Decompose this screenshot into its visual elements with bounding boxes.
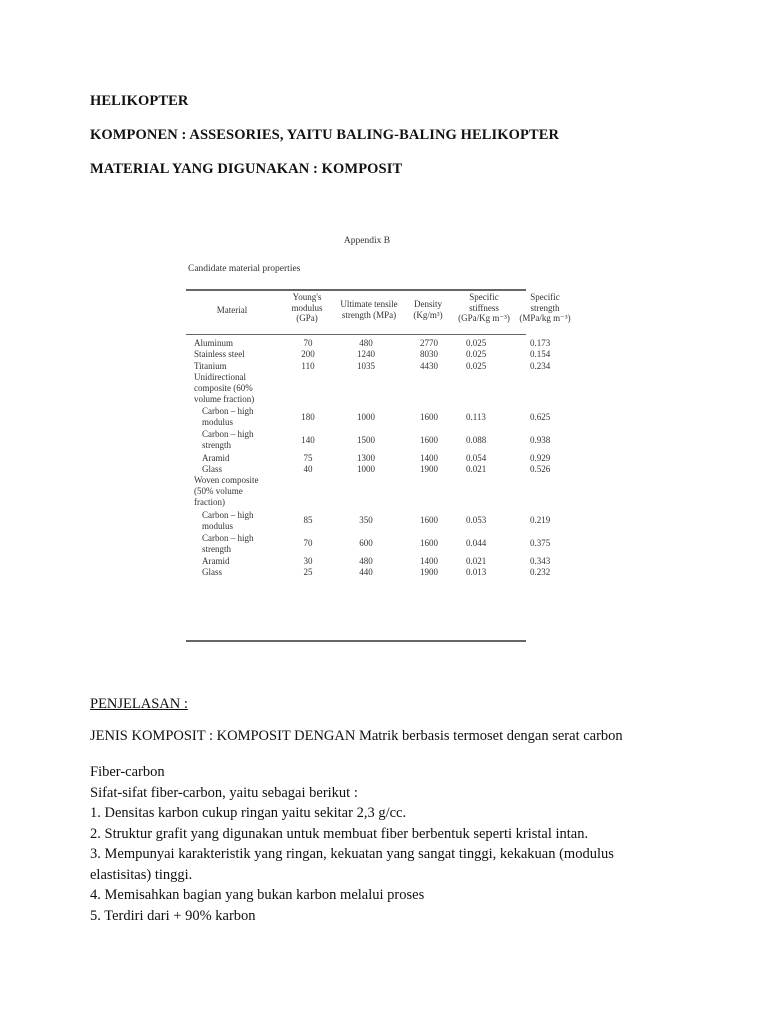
cell-density: 1600 xyxy=(420,538,438,549)
cell-tensile: 600 xyxy=(359,538,373,549)
col-header-density: Density (Kg/m³) xyxy=(413,299,443,320)
cell-stiffness: 0.054 xyxy=(466,452,487,463)
cell-youngs: 30 xyxy=(303,555,313,566)
explanation-heading: PENJELASAN : xyxy=(90,696,188,712)
cell-material: Glass xyxy=(202,567,222,577)
properties-intro: Sifat-sifat fiber-carbon, yaitu sebagai berikut : xyxy=(90,784,358,801)
cell-youngs: 110 xyxy=(301,360,315,371)
composite-type: JENIS KOMPOSIT : KOMPOSIT DENGAN Matrik berbasis termoset dengan serat carbon xyxy=(90,728,623,744)
cell-stiffness: 0.025 xyxy=(466,349,487,360)
cell-tensile: 1000 xyxy=(357,411,375,422)
cell-strength: 0.375 xyxy=(530,538,551,549)
cell-stiffness: 0.025 xyxy=(466,338,487,348)
cell-strength: 0.234 xyxy=(530,360,551,371)
cell-density: 4430 xyxy=(420,360,438,371)
cell-tensile: 440 xyxy=(359,567,373,577)
cell-stiffness: 0.013 xyxy=(466,567,487,577)
cell-youngs: 180 xyxy=(301,411,315,422)
fiber-carbon-heading: Fiber-carbon xyxy=(90,764,165,780)
property-line: elastisitas) tinggi. xyxy=(90,866,193,883)
col-header-youngs-modulus: Young's modulus (GPa) xyxy=(291,292,323,323)
component-heading: KOMPONEN : ASSESORIES, YAITU BALING-BALING HELIKOPTER xyxy=(90,127,560,143)
cell-stiffness: 0.025 xyxy=(466,360,487,371)
cell-density: 1400 xyxy=(420,555,438,566)
cell-density: 1600 xyxy=(420,411,438,422)
property-line: 1. Densitas karbon cukup ringan yaitu sekitar 2,3 g/cc. xyxy=(90,805,407,821)
table-header-rule xyxy=(186,334,526,335)
cell-stiffness: 0.021 xyxy=(466,463,487,474)
cell-youngs: 70 xyxy=(303,338,313,348)
cell-material: Aluminum xyxy=(194,338,234,348)
cell-tensile: 1000 xyxy=(357,463,375,474)
cell-density: 1400 xyxy=(420,452,438,463)
cell-material: Carbon – high strength xyxy=(202,532,254,554)
cell-stiffness: 0.088 xyxy=(466,435,487,446)
property-line: 2. Struktur grafit yang digunakan untuk membuat fiber berbentuk seperti kristal intan. xyxy=(90,825,589,842)
cell-density: 1900 xyxy=(420,463,438,474)
cell-youngs: 25 xyxy=(303,567,313,577)
cell-material: Carbon – high strength xyxy=(202,429,254,451)
cell-strength: 0.938 xyxy=(530,435,551,446)
cell-tensile: 1500 xyxy=(357,435,375,446)
cell-material: Woven composite (50% volume fraction) xyxy=(194,475,259,508)
col-header-material: Material xyxy=(216,305,248,315)
cell-material: Aramid xyxy=(202,452,230,463)
cell-strength: 0.929 xyxy=(530,452,551,463)
cell-density: 2770 xyxy=(420,338,438,348)
material-heading: MATERIAL YANG DIGUNAKAN : KOMPOSIT xyxy=(90,161,403,177)
cell-stiffness: 0.053 xyxy=(466,515,487,526)
cell-tensile: 1240 xyxy=(357,349,375,360)
cell-tensile: 480 xyxy=(359,338,373,348)
table-top-rule xyxy=(186,289,526,291)
cell-density: 1600 xyxy=(420,435,438,446)
appendix-label: Appendix B xyxy=(343,236,391,246)
material-properties-table-figure xyxy=(186,230,571,648)
cell-material: Stainless steel xyxy=(194,349,245,360)
cell-material: Carbon – high modulus xyxy=(202,509,254,531)
cell-density: 1900 xyxy=(420,567,438,577)
cell-stiffness: 0.021 xyxy=(466,555,487,566)
cell-stiffness: 0.044 xyxy=(466,538,487,549)
cell-strength: 0.343 xyxy=(530,555,551,566)
cell-material: Carbon – high modulus xyxy=(202,406,254,428)
col-header-specific-strength: Specific strength (MPa/kg m⁻³) xyxy=(519,292,571,323)
cell-strength: 0.625 xyxy=(530,411,551,422)
cell-tensile: 1035 xyxy=(357,360,375,371)
cell-strength: 0.232 xyxy=(530,567,551,577)
table-caption: Candidate material properties xyxy=(188,264,301,274)
cell-youngs: 200 xyxy=(301,349,315,360)
cell-youngs: 70 xyxy=(303,538,313,549)
cell-youngs: 40 xyxy=(303,463,313,474)
cell-tensile: 480 xyxy=(359,555,373,566)
table-bottom-rule xyxy=(186,640,526,642)
col-header-specific-stiffness: Specific stiffness (GPa/Kg m⁻³) xyxy=(458,292,510,323)
cell-tensile: 350 xyxy=(359,515,373,526)
cell-tensile: 1300 xyxy=(357,452,375,463)
cell-youngs: 75 xyxy=(303,452,313,463)
document-title: HELIKOPTER xyxy=(90,93,189,109)
cell-strength: 0.526 xyxy=(530,463,551,474)
fiber-carbon-section xyxy=(90,762,690,926)
property-line: 5. Terdiri dari + 90% karbon xyxy=(90,907,256,924)
cell-material: Aramid xyxy=(202,555,230,566)
property-line: 3. Mempunyai karakteristik yang ringan, kekuatan yang sangat tinggi, kekakuan (modulus xyxy=(90,846,614,862)
property-line: 4. Memisahkan bagian yang bukan karbon melalui proses xyxy=(90,887,425,903)
col-header-tensile-strength: Ultimate tensile strength (MPa) xyxy=(340,299,398,320)
cell-stiffness: 0.113 xyxy=(466,411,486,422)
cell-strength: 0.173 xyxy=(530,338,551,348)
cell-density: 1600 xyxy=(420,515,438,526)
cell-material: Glass xyxy=(202,463,222,474)
cell-youngs: 140 xyxy=(301,435,315,446)
cell-strength: 0.219 xyxy=(530,515,551,526)
cell-material: Titanium xyxy=(194,360,227,371)
cell-density: 8030 xyxy=(420,349,438,360)
cell-strength: 0.154 xyxy=(530,349,551,360)
cell-youngs: 85 xyxy=(303,515,313,526)
cell-material: Unidirectional composite (60% volume fraction) xyxy=(194,371,255,404)
